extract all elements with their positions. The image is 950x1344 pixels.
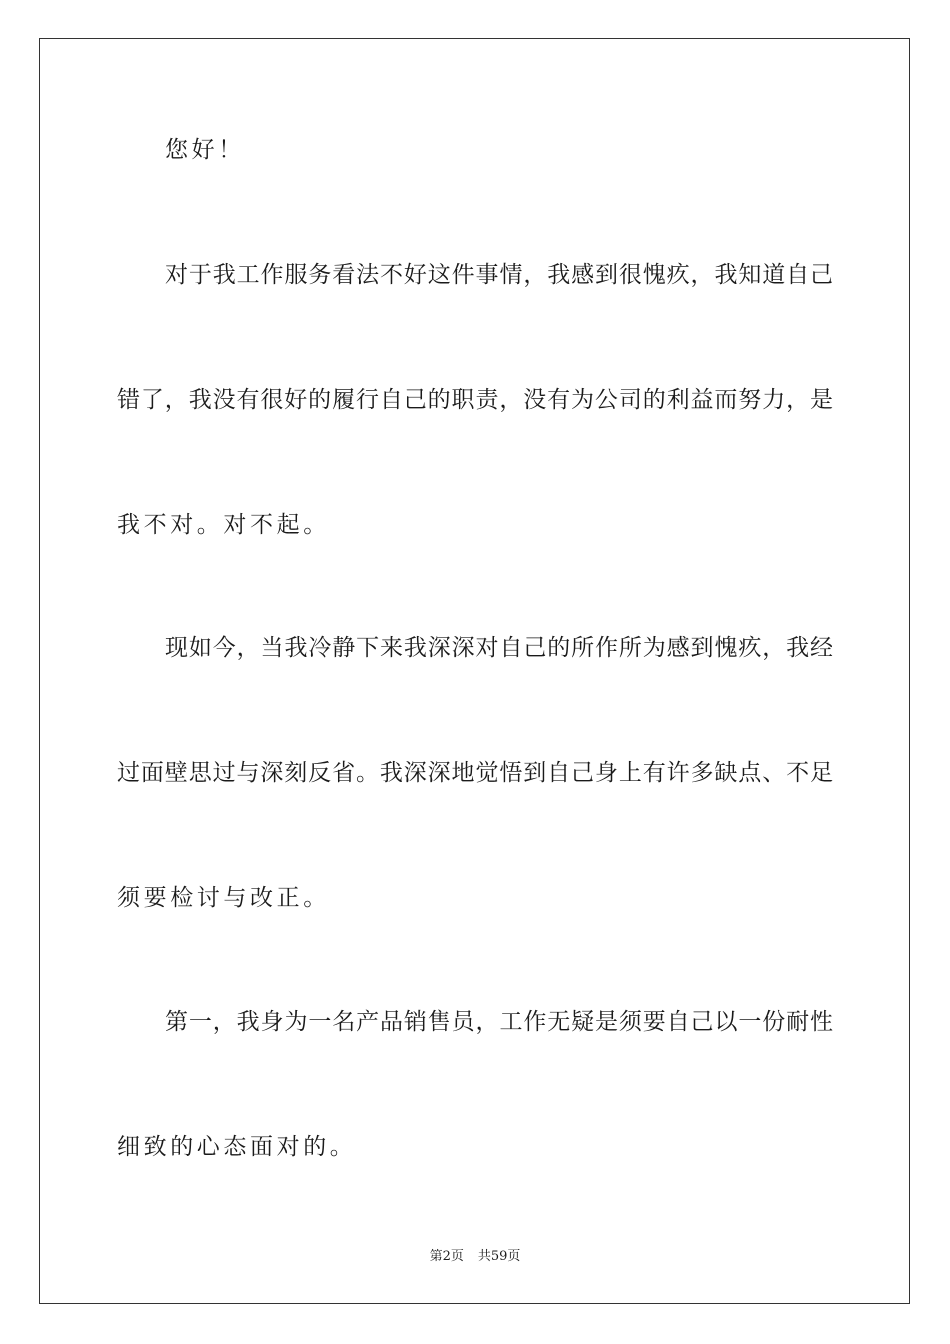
page-frame (39, 38, 910, 1304)
page-total: 共59页 (477, 1249, 521, 1264)
page-number: 第2页 (429, 1249, 464, 1264)
greeting-line: 您好！ (165, 137, 245, 163)
paragraph-2-line-2: 过面壁思过与深刻反省。我深深地觉悟到自己身上有许多缺点、不足 (117, 760, 833, 786)
page-footer (0, 1248, 950, 1266)
paragraph-3-line-1: 第一，我身为一名产品销售员，工作无疑是须要自己以一份耐性 (165, 1009, 833, 1035)
paragraph-3-line-2: 细致的心态面对的。 (117, 1134, 357, 1160)
paragraph-2-line-3: 须要检讨与改正。 (117, 885, 330, 911)
paragraph-1-line-3: 我不对。对不起。 (117, 512, 330, 538)
paragraph-1-line-1: 对于我工作服务看法不好这件事情，我感到很愧疚，我知道自己 (165, 262, 833, 288)
paragraph-1-line-2: 错了，我没有很好的履行自己的职责，没有为公司的利益而努力，是 (117, 387, 833, 413)
paragraph-2-line-1: 现如今，当我冷静下来我深深对自己的所作所为感到愧疚，我经 (165, 635, 833, 661)
